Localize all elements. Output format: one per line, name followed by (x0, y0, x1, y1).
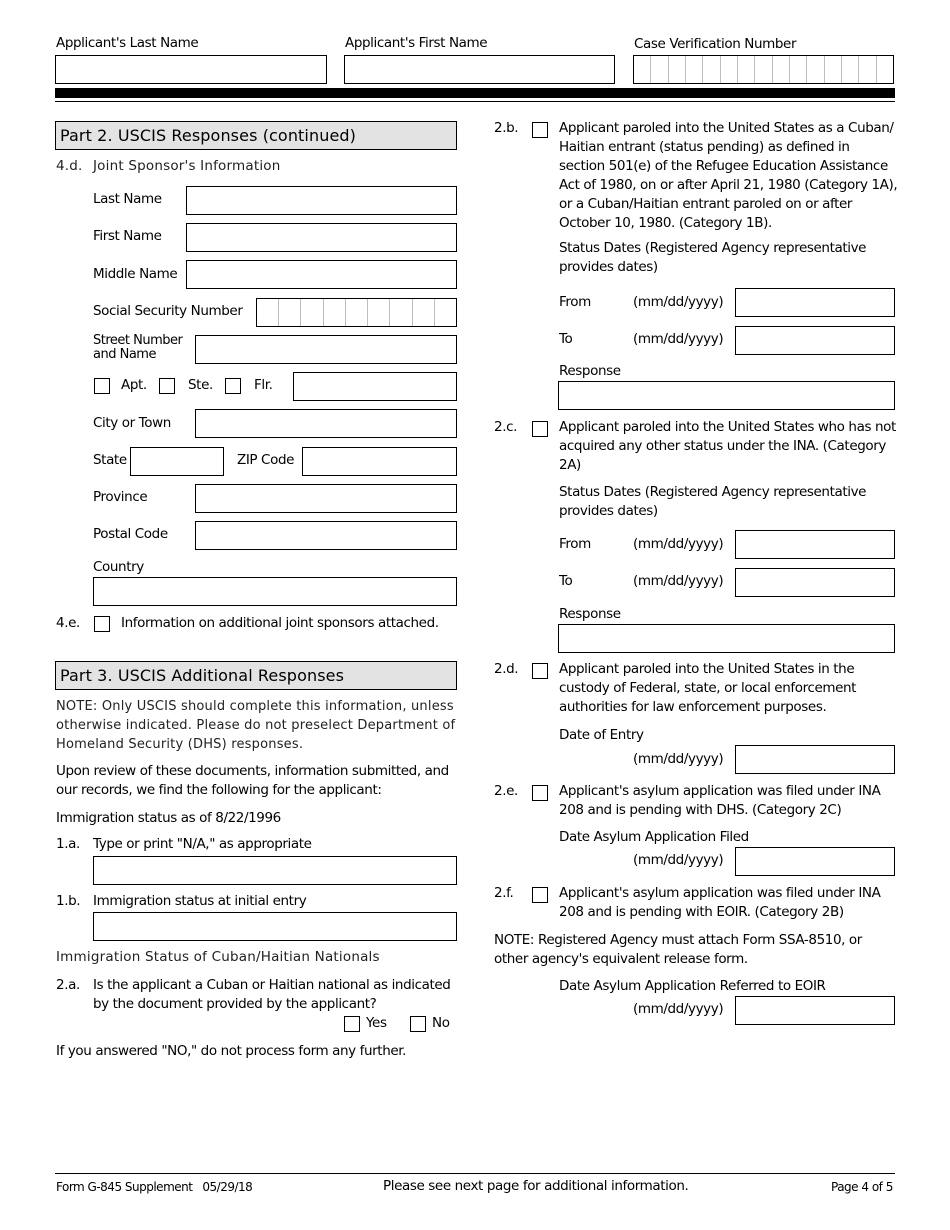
footer-rule (55, 1173, 895, 1174)
item-1b-number: 1.b. (56, 893, 81, 909)
item-2d-date-label: Date of Entry (559, 727, 644, 743)
item-2a-no-checkbox[interactable] (410, 1016, 426, 1032)
item-2b-to-field[interactable] (735, 326, 895, 355)
comb-cell (346, 299, 368, 326)
province-label: Province (93, 489, 148, 505)
item-2c-checkbox[interactable] (532, 421, 548, 437)
item-4e-label: Information on additional joint sponsors attached. (121, 615, 439, 631)
comb-cell (324, 299, 346, 326)
item-2e-text: Applicant's asylum application was filed under INA 208 and is pending with DHS. (Category 2C) (559, 783, 881, 818)
province-field[interactable] (195, 484, 457, 513)
comb-cell (807, 56, 824, 83)
sponsor-street-label (93, 334, 182, 362)
item-2c-response-label: Response (559, 606, 621, 622)
item-2c-from-label: From (559, 536, 591, 552)
item-2b-text: Applicant paroled into the United States as a Cuban/ Haitian entrant (status pending) as defined in section 501(e) of the Refugee Education Assistance Act of 1980, on or after April 21, 1980 (Category 1A), or a Cuban/Haitian entrant paroled on or after October 10, 1980. (Category 1B). (559, 120, 898, 231)
item-2f-text: Applicant's asylum application was filed under INA 208 and is pending with EOIR. (Category 2B) (559, 885, 881, 920)
item-2b-to-label: To (559, 331, 573, 347)
sponsor-street-label-line1: Street Number (93, 333, 183, 348)
header-thin-rule (55, 101, 895, 102)
item-2c-number: 2.c. (494, 419, 517, 435)
item-2c-to-field[interactable] (735, 568, 895, 597)
item-2b-checkbox[interactable] (532, 122, 548, 138)
item-2b-number: 2.b. (494, 120, 519, 136)
comb-cell (368, 299, 390, 326)
comb-cell (413, 299, 435, 326)
sponsor-last-name-label: Last Name (93, 191, 162, 207)
apt-label: Apt. (121, 377, 147, 393)
part3-note: NOTE: Only USCIS should complete this information, unless otherwise indicated. Please do not preselect Department of Homeland Security (DHS) responses. (56, 699, 456, 752)
comb-cell (738, 56, 755, 83)
applicant-last-name-label: Applicant's Last Name (56, 35, 199, 51)
ste-checkbox[interactable] (159, 378, 175, 394)
item-4d-number: 4.d. (56, 158, 83, 174)
sponsor-first-name-label: First Name (93, 228, 162, 244)
item-2c-to-label: To (559, 573, 573, 589)
country-field[interactable] (93, 577, 457, 606)
additional-sponsors-checkbox[interactable] (94, 616, 110, 632)
sponsor-ssn-field[interactable] (256, 298, 457, 327)
comb-cell (390, 299, 412, 326)
comb-cell (686, 56, 703, 83)
zip-field[interactable] (302, 447, 457, 476)
comb-cell (279, 299, 301, 326)
comb-cell (669, 56, 686, 83)
comb-cell (755, 56, 772, 83)
comb-cell (773, 56, 790, 83)
item-4d-label: Joint Sponsor's Information (93, 158, 281, 174)
item-2d-text: Applicant paroled into the United States in the custody of Federal, state, or local enforcement authorities for law enforcement purposes. (559, 661, 857, 715)
flr-label: Flr. (254, 377, 273, 393)
apt-checkbox[interactable] (94, 378, 110, 394)
item-2a-question: Is the applicant a Cuban or Haitian national as indicated by the document provided by the applicant? (93, 977, 451, 1012)
postal-code-field[interactable] (195, 521, 457, 550)
comb-cell (721, 56, 738, 83)
item-2e-date-label: Date Asylum Application Filed (559, 829, 749, 845)
referred-to-eoir-label: Date Asylum Application Referred to EOIR (559, 978, 826, 994)
sponsor-ssn-label: Social Security Number (93, 303, 243, 319)
item-2e-date-format: (mm/dd/yyyy) (633, 852, 724, 868)
item-2d-date-format: (mm/dd/yyyy) (633, 751, 724, 767)
comb-cell (651, 56, 668, 83)
item-2c-text: Applicant paroled into the United States who has not acquired any other status under the INA. (Category 2A) (559, 419, 896, 473)
item-2d-date-field[interactable] (735, 745, 895, 774)
comb-cell (257, 299, 279, 326)
item-2d-checkbox[interactable] (532, 663, 548, 679)
item-2e-number: 2.e. (494, 783, 518, 799)
case-verification-number-label: Case Verification Number (634, 36, 797, 52)
immigration-status-as-of: Immigration status as of 8/22/1996 (56, 810, 281, 826)
comb-cell (825, 56, 842, 83)
item-1a-number: 1.a. (56, 836, 80, 852)
ssa-8510-note: NOTE: Registered Agency must attach Form SSA-8510, or other agency's equivalent release form. (494, 932, 862, 967)
item-2c-response-field[interactable] (558, 624, 895, 653)
comb-cell (301, 299, 323, 326)
item-2b-from-format: (mm/dd/yyyy) (633, 294, 724, 310)
comb-cell (842, 56, 859, 83)
item-2e-date-field[interactable] (735, 847, 895, 876)
city-label: City or Town (93, 415, 171, 431)
item-2b-to-format: (mm/dd/yyyy) (633, 331, 724, 347)
sponsor-street-field[interactable] (195, 335, 457, 364)
item-2d-number: 2.d. (494, 661, 519, 677)
item-2f-checkbox[interactable] (532, 887, 548, 903)
item-4e-number: 4.e. (56, 615, 80, 631)
item-2b-from-field[interactable] (735, 288, 895, 317)
item-2a-yes-checkbox[interactable] (344, 1016, 360, 1032)
item-2f-number: 2.f. (494, 885, 514, 901)
item-2c-from-format: (mm/dd/yyyy) (633, 536, 724, 552)
flr-checkbox[interactable] (225, 378, 241, 394)
comb-cell (435, 299, 456, 326)
sponsor-first-name-field[interactable] (186, 223, 457, 252)
comb-cell (877, 56, 893, 83)
item-2b-response-label: Response (559, 363, 621, 379)
state-label: State (93, 452, 127, 468)
cuban-haitian-heading: Immigration Status of Cuban/Haitian Nationals (56, 949, 380, 965)
city-field[interactable] (195, 409, 457, 438)
comb-cell (790, 56, 807, 83)
comb-cell (634, 56, 651, 83)
state-field[interactable] (130, 447, 224, 476)
item-2c-to-format: (mm/dd/yyyy) (633, 573, 724, 589)
item-1a-label: Type or print "N/A," as appropriate (93, 836, 312, 852)
zip-label: ZIP Code (237, 452, 295, 468)
item-2c-from-field[interactable] (735, 530, 895, 559)
footer-page-number: Page 4 of 5 (831, 1180, 893, 1194)
item-2a-yes-label: Yes (366, 1015, 387, 1031)
item-2a-number: 2.a. (56, 977, 80, 993)
part3-header: Part 3. USCIS Additional Responses (55, 661, 457, 690)
applicant-first-name-label: Applicant's First Name (345, 35, 488, 51)
comb-cell (859, 56, 876, 83)
part3-intro: Upon review of these documents, information submitted, and our records, we find the following for the applicant: (56, 763, 449, 798)
footer-form-id: Form G-845 Supplement 05/29/18 (56, 1180, 253, 1194)
applicant-last-name-field[interactable] (55, 55, 327, 84)
item-1b-label: Immigration status at initial entry (93, 893, 307, 909)
postal-code-label: Postal Code (93, 526, 168, 542)
item-1b-field[interactable] (93, 912, 457, 941)
item-2e-checkbox[interactable] (532, 785, 548, 801)
apt-ste-flr-number-field[interactable] (293, 372, 457, 401)
part2-header: Part 2. USCIS Responses (continued) (55, 121, 457, 150)
ste-label: Ste. (188, 377, 213, 393)
item-1a-field[interactable] (93, 856, 457, 885)
if-no-instruction: If you answered "NO," do not process form any further. (56, 1043, 407, 1059)
country-label: Country (93, 559, 144, 575)
applicant-first-name-field[interactable] (344, 55, 615, 84)
item-2b-status-dates: Status Dates (Registered Agency representative provides dates) (559, 240, 867, 275)
referred-to-eoir-field[interactable] (735, 996, 895, 1025)
item-2b-response-field[interactable] (558, 381, 895, 410)
sponsor-middle-name-field[interactable] (186, 260, 457, 289)
sponsor-last-name-field[interactable] (186, 186, 457, 215)
sponsor-middle-name-label: Middle Name (93, 266, 178, 282)
item-2b-from-label: From (559, 294, 591, 310)
item-2c-status-dates: Status Dates (Registered Agency representative provides dates) (559, 484, 867, 519)
sponsor-street-label-line2: and Name (93, 347, 156, 362)
referred-to-eoir-format: (mm/dd/yyyy) (633, 1001, 724, 1017)
header-thick-rule (55, 88, 895, 98)
case-verification-number-field[interactable] (633, 55, 894, 84)
footer-next-page-note: Please see next page for additional information. (383, 1178, 689, 1194)
item-2a-no-label: No (432, 1015, 450, 1031)
comb-cell (703, 56, 720, 83)
